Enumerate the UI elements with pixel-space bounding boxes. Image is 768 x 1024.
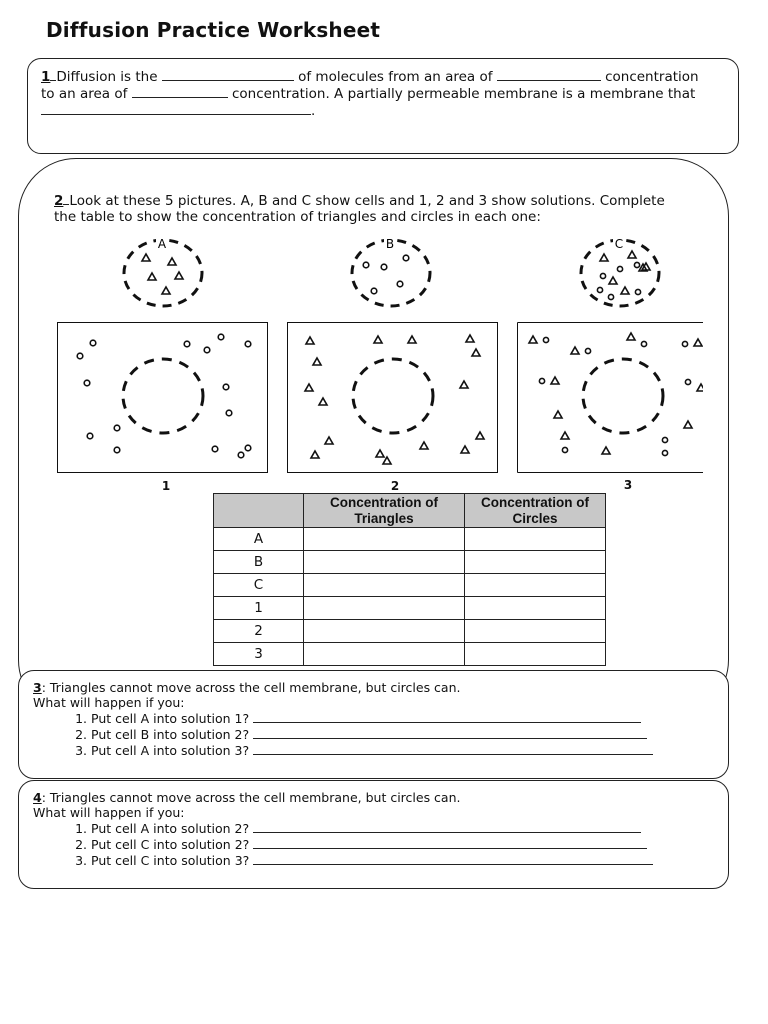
q3-item-text: Put cell B into solution 2?: [91, 727, 250, 742]
table-row: [214, 551, 606, 574]
q1-text-f: .: [311, 103, 316, 119]
q1-blank-4[interactable]: [41, 102, 311, 115]
cell-c-figure: [575, 232, 667, 312]
list-item: [91, 836, 723, 852]
question-4-number: 4: [33, 790, 42, 805]
answer-line[interactable]: [253, 742, 653, 755]
list-item: [91, 852, 723, 868]
question-3-number: 3: [33, 680, 42, 695]
circles-cell[interactable]: [465, 574, 606, 597]
q4-list: [33, 820, 723, 868]
cell-a-label: A: [157, 237, 167, 251]
circles-cell[interactable]: [465, 597, 606, 620]
q1-text-a: Diffusion is the: [56, 69, 158, 85]
circles-cell[interactable]: [465, 643, 606, 666]
answer-line[interactable]: [253, 836, 647, 849]
question-3-box: [18, 670, 729, 779]
question-2-number: 2: [54, 193, 64, 209]
q1-blank-3[interactable]: [132, 85, 228, 98]
list-item: [91, 742, 723, 758]
table-header-row: [214, 494, 606, 528]
cell-b-label: B: [385, 237, 395, 251]
q4-item-text: Put cell C into solution 3?: [91, 853, 250, 868]
solution-2-label: 2: [390, 479, 400, 493]
row-label: 2: [214, 620, 304, 643]
list-item: [91, 726, 723, 742]
row-label: B: [214, 551, 304, 574]
triangles-cell[interactable]: [304, 551, 465, 574]
q4-intro-text: : Triangles cannot move across the cell membrane, but circles can.: [41, 790, 461, 805]
q1-text-d: to an area of: [41, 86, 128, 102]
q4-prompt: What will happen if you:: [33, 805, 185, 820]
table-row: [214, 528, 606, 551]
table-row: [214, 574, 606, 597]
list-item: [91, 710, 723, 726]
cell-a-figure: [118, 232, 210, 312]
q4-item-text: Put cell C into solution 2?: [91, 837, 250, 852]
list-item: [91, 820, 723, 836]
triangles-cell[interactable]: [304, 643, 465, 666]
answer-line[interactable]: [253, 726, 647, 739]
q4-intro: [33, 790, 723, 805]
triangles-cell[interactable]: [304, 528, 465, 551]
row-label: C: [214, 574, 304, 597]
q3-intro: [33, 680, 723, 695]
question-4-box: [18, 780, 729, 889]
solution-2-figure: [287, 322, 499, 474]
q2-line-1: Look at these 5 pictures. A, B and C show cells and 1, 2 and 3 show solutions. Complete: [69, 193, 665, 209]
question-1-text: [41, 68, 731, 119]
q2-line-2: the table to show the concentration of triangles and circles in each one:: [54, 209, 541, 225]
solution-3-label: 3: [623, 478, 633, 492]
solution-1-label: 1: [161, 479, 171, 493]
solution-3-figure: [517, 322, 703, 474]
q1-text-c: concentration: [605, 69, 699, 85]
circles-cell[interactable]: [465, 551, 606, 574]
q1-blank-2[interactable]: [497, 68, 601, 81]
q3-item-text: Put cell A into solution 1?: [91, 711, 250, 726]
cell-b-figure: [346, 232, 438, 312]
table-row: [214, 597, 606, 620]
table-header-triangles: Concentration of Triangles: [304, 494, 465, 528]
q1-blank-1[interactable]: [162, 68, 294, 81]
q1-text-b: of molecules from an area of: [298, 69, 493, 85]
concentration-table: [213, 493, 606, 666]
q1-text-e: concentration. A partially permeable membrane is a membrane that: [231, 86, 696, 102]
question-1-box: [27, 58, 739, 154]
table-header-circles: Concentration of Circles: [465, 494, 606, 528]
table-header-empty: [214, 494, 304, 528]
triangles-cell[interactable]: [304, 597, 465, 620]
question-2-text: [54, 192, 734, 225]
q3-item-text: Put cell A into solution 3?: [91, 743, 250, 758]
table-row: [214, 620, 606, 643]
row-label: 1: [214, 597, 304, 620]
triangles-cell[interactable]: [304, 574, 465, 597]
circles-cell[interactable]: [465, 620, 606, 643]
solution-1-figure: [57, 322, 269, 474]
q4-item-text: Put cell A into solution 2?: [91, 821, 250, 836]
circles-cell[interactable]: [465, 528, 606, 551]
row-label: A: [214, 528, 304, 551]
worksheet-title: Diffusion Practice Worksheet: [46, 18, 381, 42]
question-1-number: 1: [41, 69, 51, 85]
q3-prompt: What will happen if you:: [33, 695, 185, 710]
cell-c-label: C: [614, 237, 624, 251]
answer-line[interactable]: [253, 710, 641, 723]
q3-list: [33, 710, 723, 758]
answer-line[interactable]: [253, 852, 653, 865]
row-label: 3: [214, 643, 304, 666]
triangles-cell[interactable]: [304, 620, 465, 643]
table-row: [214, 643, 606, 666]
q3-intro-text: : Triangles cannot move across the cell membrane, but circles can.: [41, 680, 461, 695]
answer-line[interactable]: [253, 820, 641, 833]
